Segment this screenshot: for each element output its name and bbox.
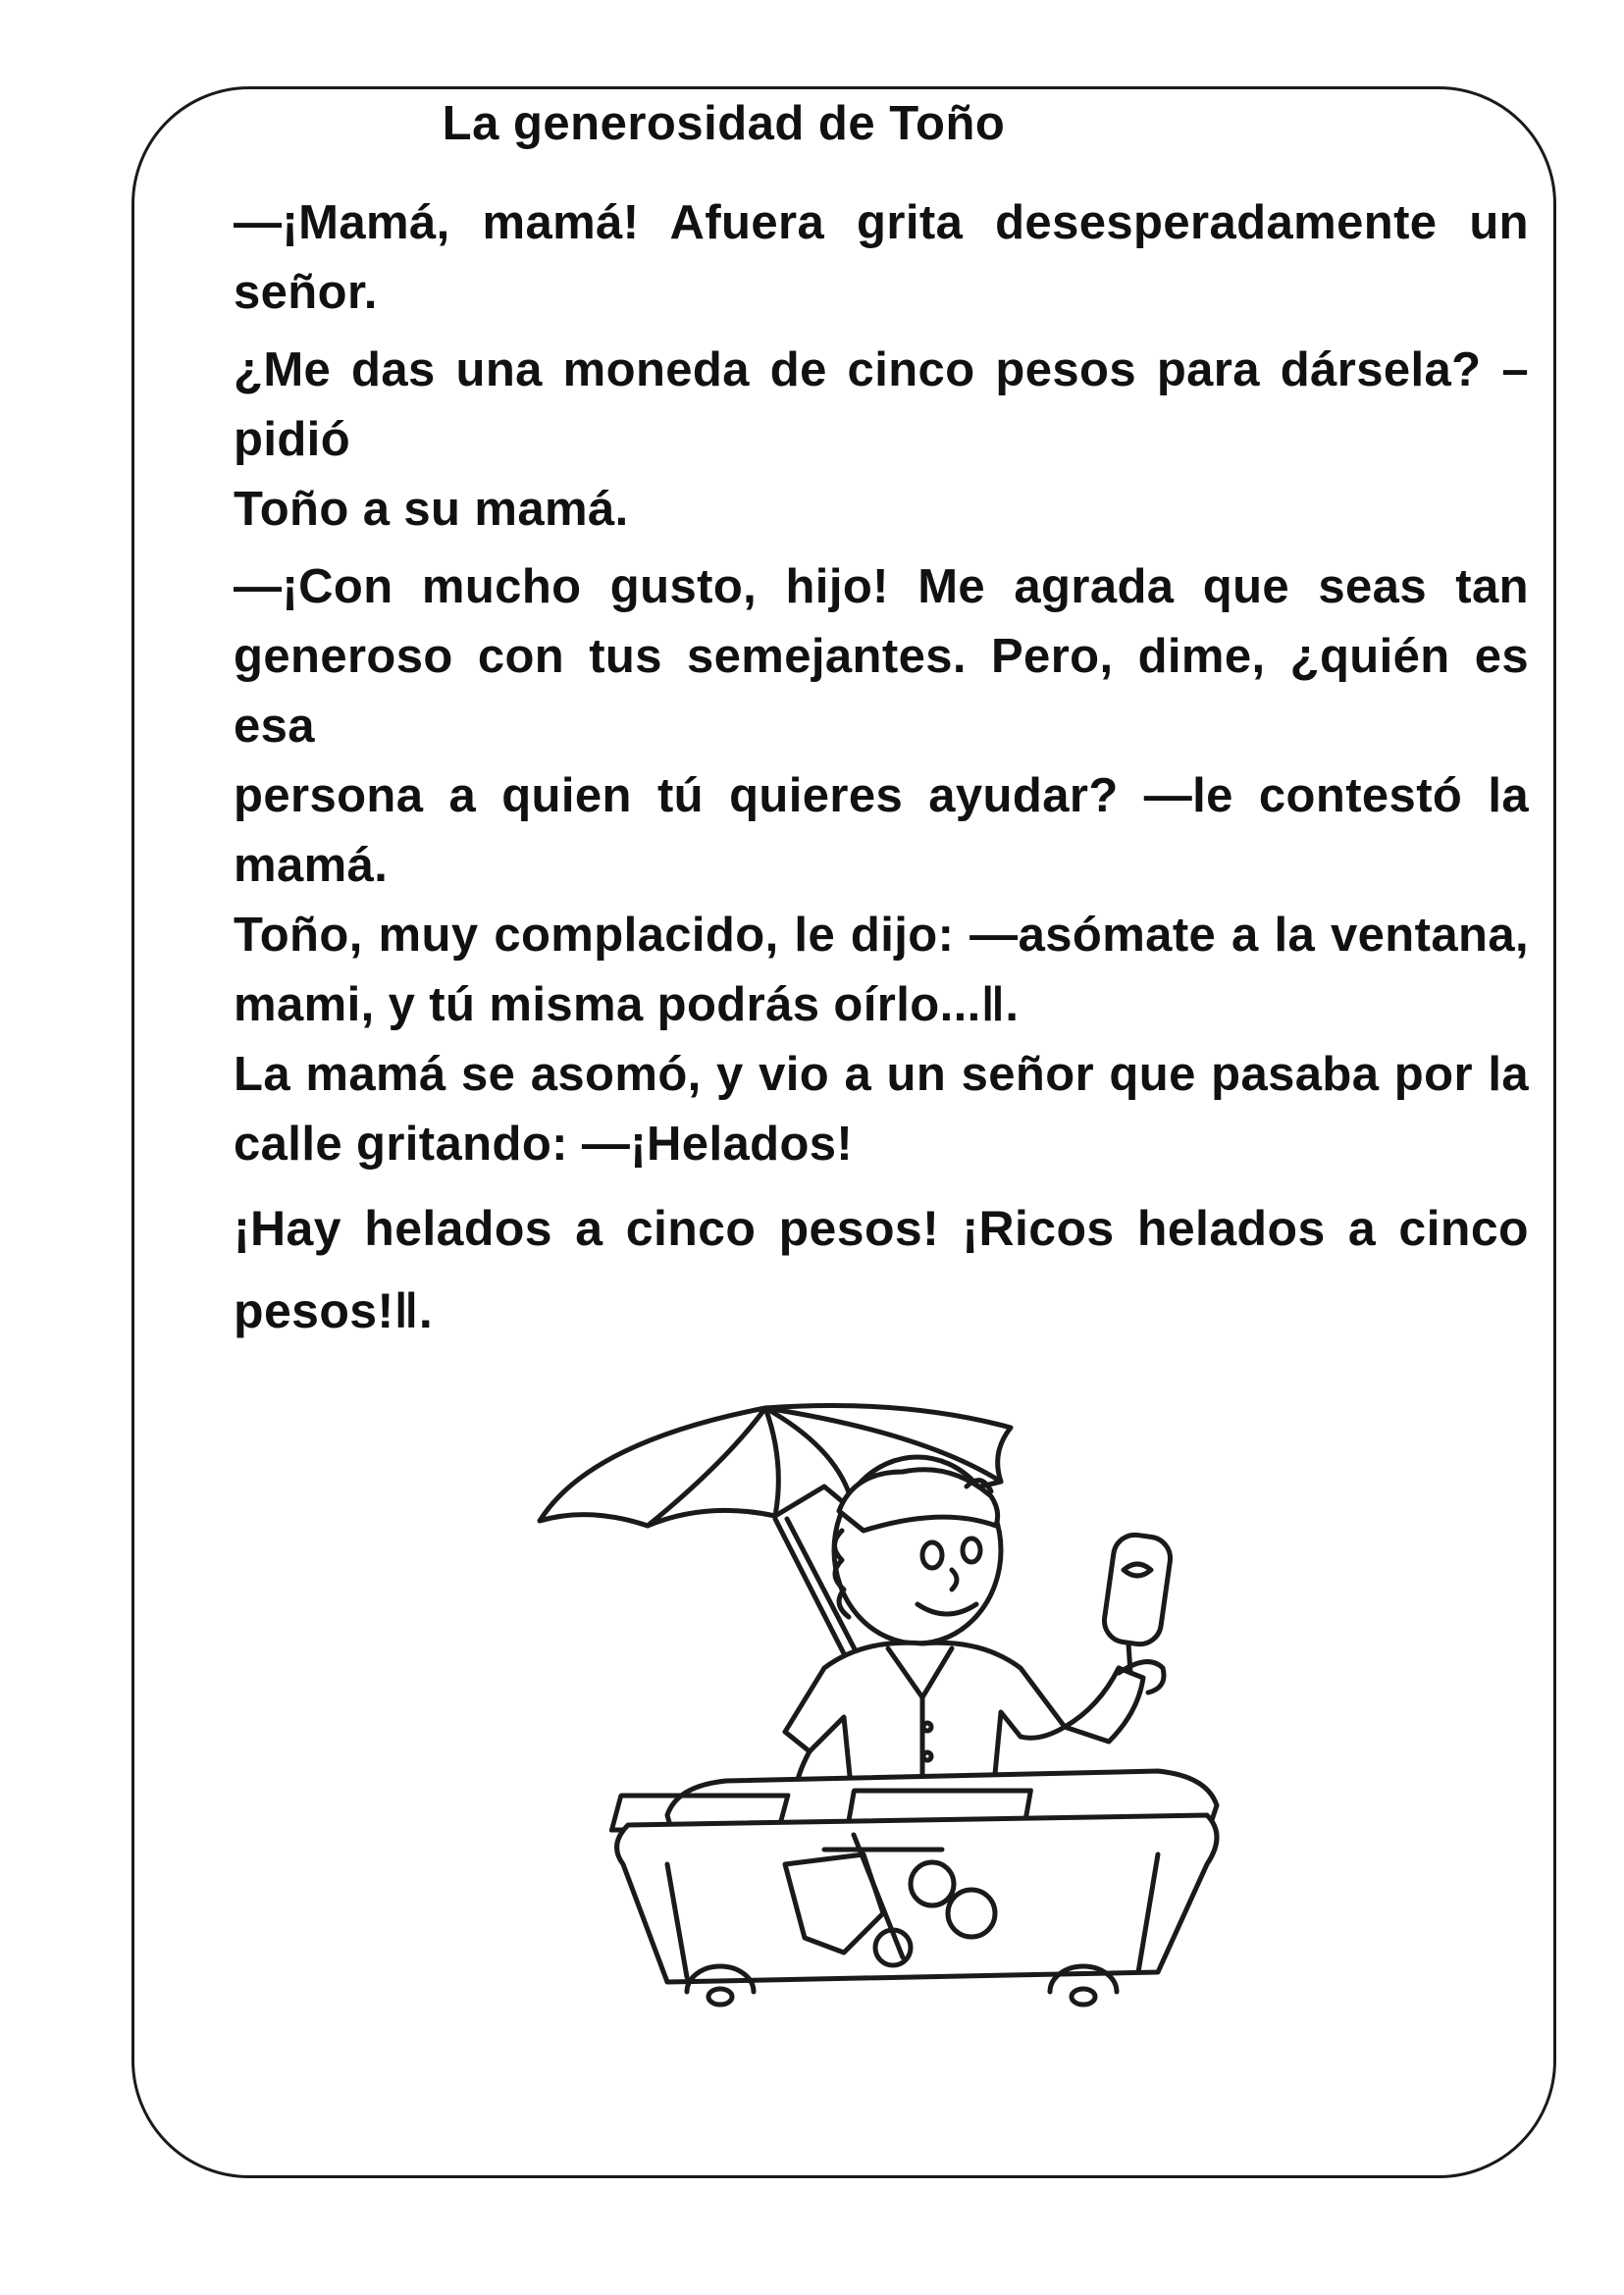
paragraph-7: La mamá se asomó, y vio a un señor que pasaba por la calle gritando: ―¡Helados! (234, 1048, 1529, 1171)
story-text (234, 188, 1529, 1360)
ice-cream-vendor-icon (530, 1403, 1285, 2011)
story-title: La generosidad de Toño (442, 97, 1006, 150)
paragraph-1: —¡Mamá, mamá! Afuera grita desesperadamente un señor. (234, 196, 1529, 319)
paragraph-6: Toño, muy complacido, le dijo: ―asómate a la ventana, mami, y tú misma podrás oírlo...‖. (234, 909, 1529, 1031)
paragraph-8: ¡Hay helados a cinco pesos! ¡Ricos helados a cinco pesos!‖. (234, 1201, 1529, 1338)
paragraph-5: persona a quien tú quieres ayudar? —le contestó la mamá. (234, 769, 1529, 892)
paragraph-3: Toño a su mamá. (234, 483, 629, 536)
paragraph-2: ¿Me das una moneda de cinco pesos para dársela? –pidió (234, 343, 1529, 466)
story-title-wrap (0, 96, 1624, 151)
paragraph-4: —¡Con mucho gusto, hijo! Me agrada que seas tan generoso con tus semejantes. Pero, dime, ¿quién es esa (234, 560, 1529, 753)
